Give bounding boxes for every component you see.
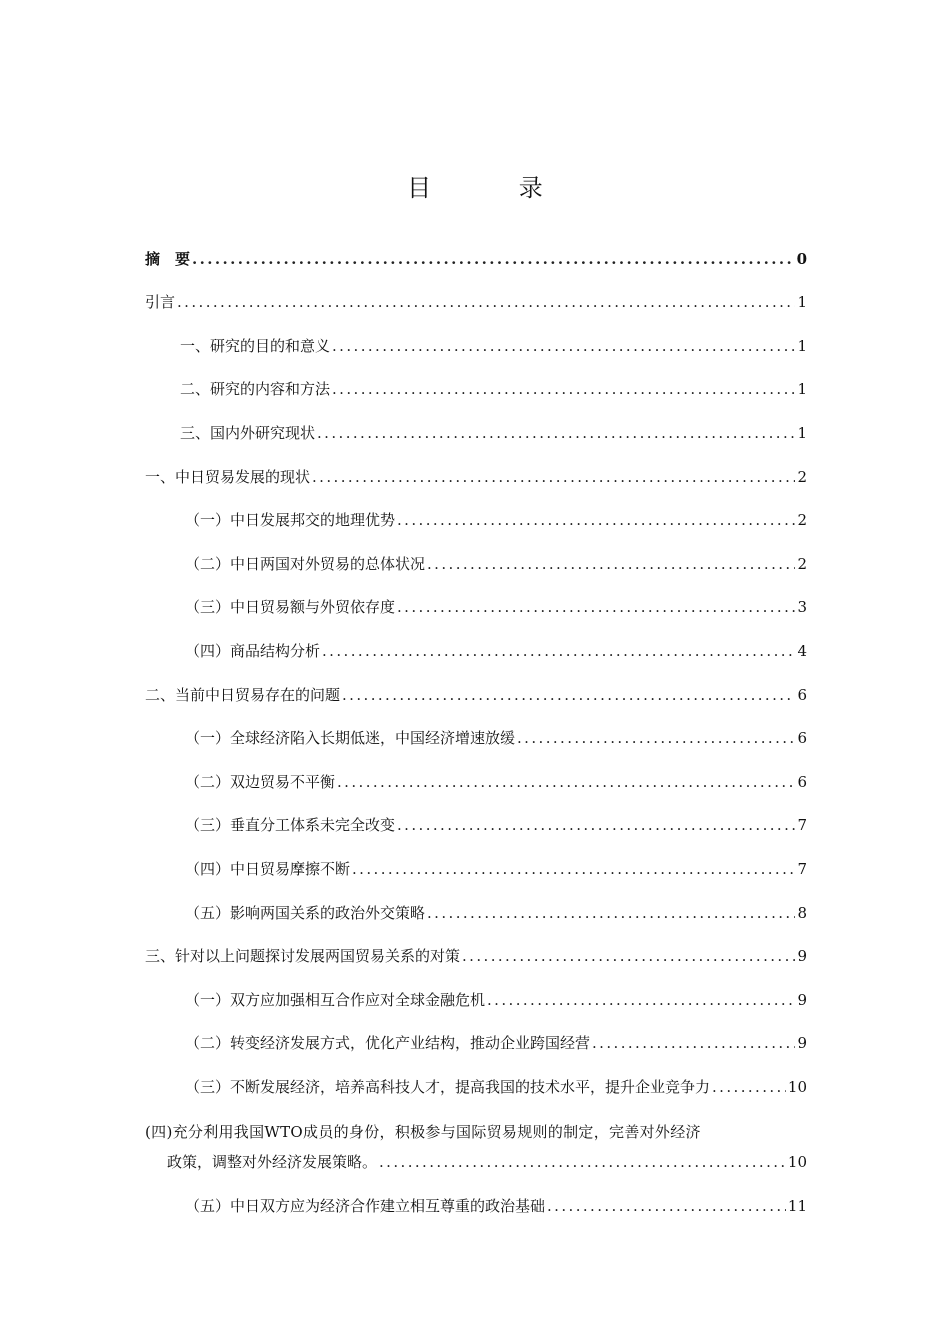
toc-entry-label: (四)充分利用我国WTO成员的身份，积极参与国际贸易规则的制定，完善对外经济 [145, 1122, 701, 1141]
toc-entry-page: 2 [797, 554, 807, 573]
toc-leader-dots [352, 859, 795, 879]
toc-entry-label: （四）中日贸易摩擦不断 [185, 859, 351, 878]
toc-entry-page: 10 [787, 1152, 807, 1171]
toc-entry[interactable] [145, 843, 807, 887]
toc-entry-label: 引言 [145, 293, 176, 312]
toc-entry[interactable] [145, 364, 807, 408]
toc-leader-dots [317, 423, 795, 443]
toc-entry[interactable] [145, 1061, 807, 1105]
toc-leader-dots [712, 1077, 786, 1097]
toc-leader-dots [177, 292, 795, 312]
toc-entry[interactable] [145, 1181, 807, 1225]
toc-entry-page: 1 [797, 293, 807, 312]
toc-entry-label-continued: 政策，调整对外经济发展策略。 [167, 1152, 378, 1171]
toc-entry-label: （五）影响两国关系的政治外交策略 [185, 903, 426, 922]
toc-entry-page: 9 [797, 947, 807, 966]
toc-entry[interactable] [145, 538, 807, 582]
toc-leader-dots [322, 641, 795, 661]
toc-entry-page: 10 [787, 1077, 807, 1096]
toc-entry[interactable] [145, 887, 807, 931]
toc-leader-dots [592, 1033, 795, 1053]
toc-leader-dots [462, 946, 795, 966]
toc-entry-page: 0 [796, 249, 807, 268]
toc-entry-label: 摘 要 [145, 249, 191, 268]
toc-entry-label: （四）商品结构分析 [185, 641, 321, 660]
toc-entry-page: 3 [797, 598, 807, 617]
toc-leader-dots [487, 990, 795, 1010]
toc-entry-page: 1 [797, 336, 807, 355]
table-of-contents [145, 233, 807, 1224]
toc-entry[interactable] [145, 1018, 807, 1062]
toc-leader-dots [342, 685, 795, 705]
toc-leader-dots [192, 249, 795, 269]
toc-entry-page: 1 [797, 380, 807, 399]
toc-entry-page: 11 [787, 1197, 807, 1216]
toc-entry-page: 7 [797, 859, 807, 878]
toc-entry-label: 一、中日贸易发展的现状 [145, 467, 311, 486]
toc-entry-label: 一、研究的目的和意义 [180, 336, 331, 355]
toc-entry-label: （二）双边贸易不平衡 [185, 772, 336, 791]
toc-entry[interactable] [145, 931, 807, 975]
page-title: 目 录 [407, 174, 583, 202]
toc-leader-dots [547, 1196, 786, 1216]
toc-leader-dots [397, 597, 795, 617]
toc-entry-label: （三）不断发展经济，培养高科技人才，提高我国的技术水平，提升企业竞争力 [185, 1077, 711, 1096]
toc-leader-dots [517, 728, 795, 748]
toc-entry[interactable] [145, 495, 807, 539]
toc-entry[interactable] [145, 320, 807, 364]
toc-entry-label: 三、国内外研究现状 [180, 423, 316, 442]
toc-entry-page: 6 [797, 772, 807, 791]
toc-entry-label: 二、当前中日贸易存在的问题 [145, 685, 341, 704]
toc-leader-dots [397, 510, 795, 530]
toc-entry[interactable] [145, 1105, 807, 1181]
toc-leader-dots [332, 336, 795, 356]
toc-entry-page: 8 [797, 903, 807, 922]
toc-leader-dots [427, 903, 795, 923]
toc-entry[interactable] [145, 625, 807, 669]
toc-entry[interactable] [145, 756, 807, 800]
toc-entry-page: 9 [797, 990, 807, 1009]
toc-entry-page: 6 [797, 685, 807, 704]
toc-entry-page: 9 [797, 1034, 807, 1053]
toc-leader-dots [427, 554, 795, 574]
toc-entry-label: 三、针对以上问题探讨发展两国贸易关系的对策 [145, 947, 461, 966]
toc-entry-page: 2 [797, 511, 807, 530]
toc-entry-label: （五）中日双方应为经济合作建立相互尊重的政治基础 [185, 1197, 546, 1216]
toc-entry-continuation [145, 1147, 807, 1177]
toc-entry-page: 1 [797, 423, 807, 442]
toc-entry[interactable] [145, 451, 807, 495]
toc-entry[interactable] [145, 582, 807, 626]
toc-entry[interactable] [145, 669, 807, 713]
toc-leader-dots [397, 815, 795, 835]
toc-entry-label: （三）垂直分工体系未完全改变 [185, 816, 396, 835]
toc-leader-dots [312, 467, 795, 487]
toc-entry-label: （二）转变经济发展方式，优化产业结构，推动企业跨国经营 [185, 1034, 591, 1053]
toc-leader-dots [337, 772, 795, 792]
toc-entry-label: （一）中日发展邦交的地理优势 [185, 511, 396, 530]
toc-entry-label: （一）全球经济陷入长期低迷，中国经济增速放缓 [185, 729, 516, 748]
toc-entry[interactable] [145, 800, 807, 844]
toc-entry[interactable] [145, 277, 807, 321]
toc-entry[interactable] [145, 974, 807, 1018]
toc-entry[interactable] [145, 407, 807, 451]
toc-entry-label: （一）双方应加强相互合作应对全球金融危机 [185, 990, 486, 1009]
toc-entry[interactable] [145, 233, 807, 277]
toc-entry-page: 7 [797, 816, 807, 835]
toc-entry-page: 4 [797, 641, 807, 660]
toc-entry-page: 2 [797, 467, 807, 486]
toc-entry[interactable] [145, 713, 807, 757]
toc-entry-label: （二）中日两国对外贸易的总体状况 [185, 554, 426, 573]
toc-entry-label: 二、研究的内容和方法 [180, 380, 331, 399]
toc-entry-label: （三）中日贸易额与外贸依存度 [185, 598, 396, 617]
toc-leader-dots [379, 1147, 786, 1177]
toc-leader-dots [332, 379, 795, 399]
toc-entry-page: 6 [797, 729, 807, 748]
